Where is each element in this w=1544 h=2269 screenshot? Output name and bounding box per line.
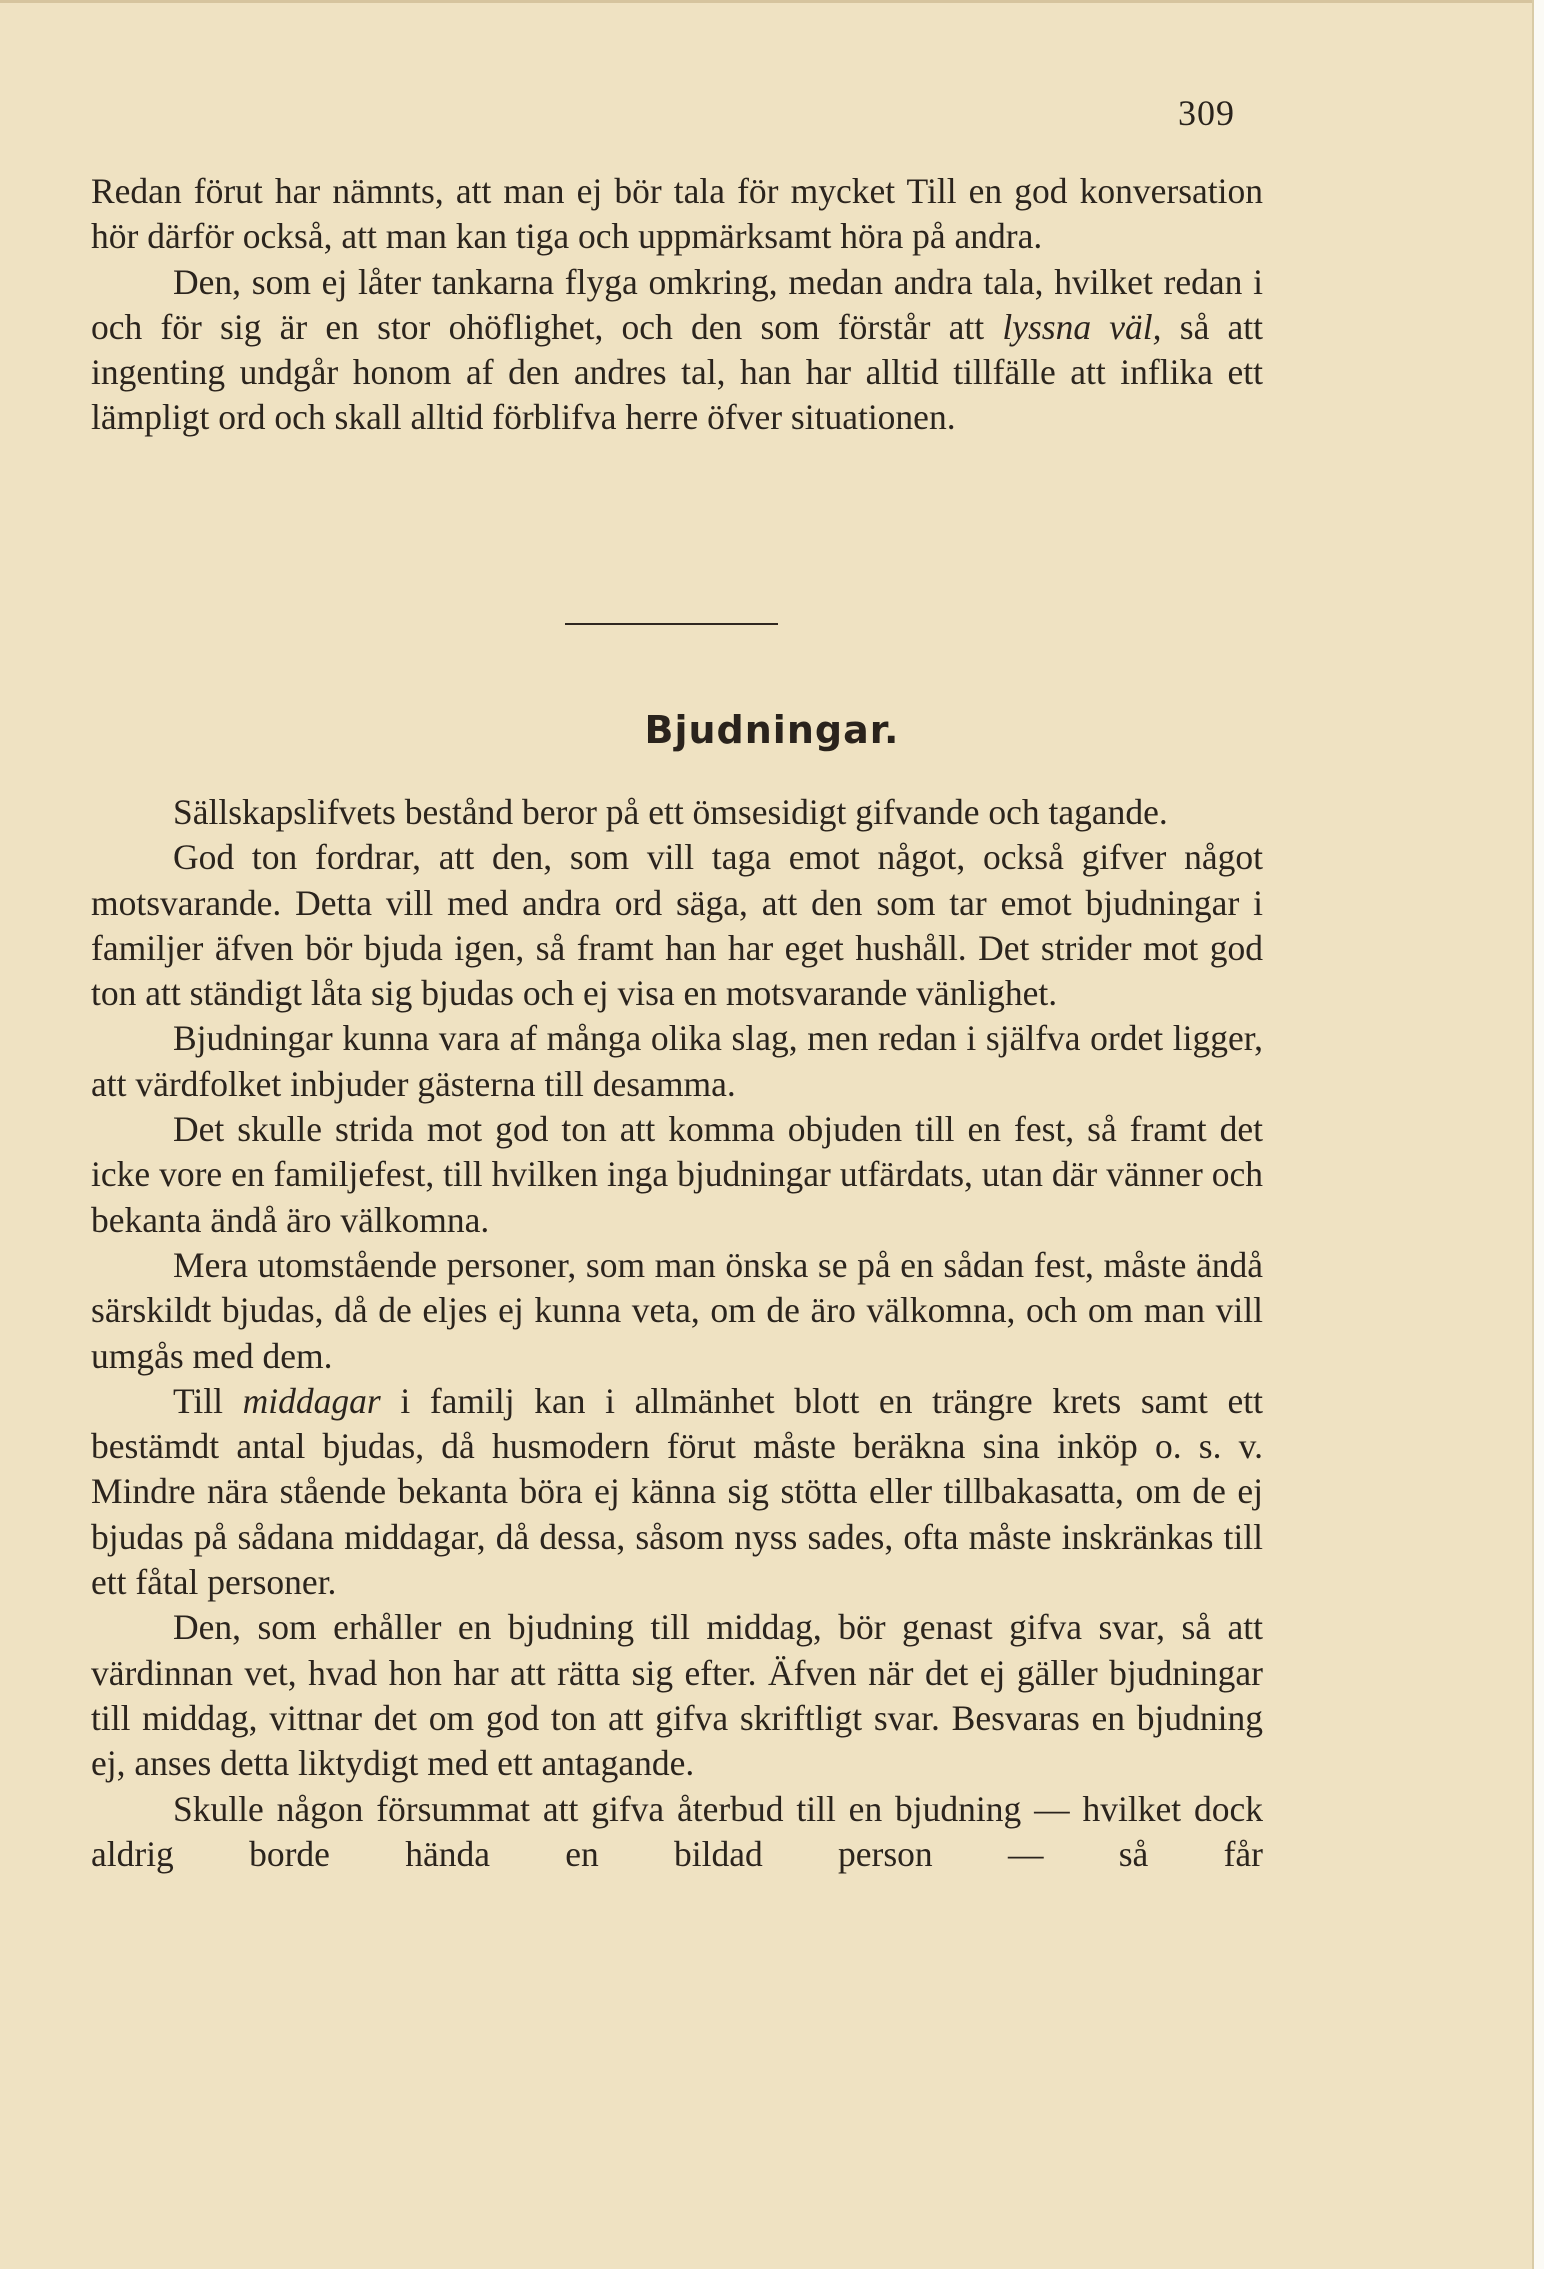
- paragraph-8-text-after: i familj kan i allmänhet blott en trängre krets samt ett bestämdt antal bjudas, då husmodern förut måste beräkna sina inköp o. s. v. Mindre nära stående bekanta böra ej känna sig stötta eller tillbakasatta, om de ej bjudas på sådana middagar, då dessa, såsom nyss sades, ofta måste inskränkas till ett fåtal personer.: [91, 1380, 1263, 1603]
- section-divider: [565, 623, 778, 625]
- section-heading: Bjudningar.: [644, 708, 900, 752]
- paragraph-3-text: Sällskapslifvets bestånd beror på ett ömsesidigt gifvande och tagande.: [173, 792, 1168, 832]
- paragraph-9-text: Den, som erhåller en bjudning till middag, bör genast gifva svar, så att värdinnan vet, hvad hon har att rätta sig efter. Äfven när det ej gäller bjudningar till middag, vittnar det om god ton att gifva skriftligt svar. Besvaras en bjudning ej, anses detta liktydigt med ett antagande.: [91, 1607, 1263, 1784]
- paragraph-4-text: God ton fordrar, att den, som vill taga emot något, också gifver något motsvarande. Detta vill med andra ord säga, att den som tar emot bjudningar i familjer äfven bör bjuda igen, så framt han har eget hushåll. Det strider mot god ton att ständigt låta sig bjudas och ej visa en motsvarande vänlighet.: [91, 837, 1263, 1014]
- paragraph-2-text-after: så att ingenting undgår honom af den andres tal, han har alltid tillfälle att inflika ett lämpligt ord och skall alltid förblifva herre öfver situationen.: [91, 306, 1264, 438]
- page-top-edge: [0, 0, 1544, 3]
- paragraph-5-text: Bjudningar kunna vara af många olika slag, men redan i själfva ordet ligger, att värdfolket inbjuder gästerna till desamma.: [91, 1018, 1263, 1104]
- paragraph-2: [91, 260, 1263, 441]
- paragraph-8-emphasis: middagar: [242, 1380, 381, 1421]
- section-invitations: [91, 790, 1263, 1877]
- page-number: 309: [1178, 93, 1235, 133]
- paragraph-8: [91, 1379, 1263, 1605]
- paragraph-5: [91, 1016, 1263, 1107]
- paragraph-4: [91, 835, 1263, 1016]
- paragraph-10: [91, 1787, 1263, 1878]
- paragraph-6-text: Det skulle strida mot god ton att komma objuden till en fest, så framt det icke vore en familjefest, till hvilken inga bjudningar utfärdats, utan där vänner och bekanta ändå äro välkomna.: [91, 1109, 1263, 1240]
- paragraph-3: [91, 790, 1263, 835]
- paragraph-9: [91, 1605, 1263, 1786]
- paragraph-2-text-before: Den, som ej låter tankarna flyga omkring, medan andra tala, hvilket redan i och för sig är en stor ohöflighet, och den som förstår att: [91, 261, 1263, 347]
- paragraph-1: [91, 169, 1263, 260]
- paragraph-2-emphasis: lyssna väl,: [1002, 306, 1162, 347]
- paragraph-10-text: Skulle någon försummat att gifva återbud till en bjudning — hvilket dock aldrig borde hända en bildad person — så får: [91, 1788, 1263, 1874]
- section-conversation: [91, 169, 1263, 441]
- paragraph-7-text: Mera utomstående personer, som man önska se på en sådan fest, måste ändå särskildt bjudas, då de eljes ej kunna veta, om de äro välkomna, och om man vill umgås med dem.: [91, 1244, 1263, 1376]
- page-right-edge: [1532, 0, 1544, 2269]
- paragraph-1-text: Redan förut har nämnts, att man ej bör tala för mycket Till en god konversation hör därför också, att man kan tiga och uppmärksamt höra på andra.: [91, 171, 1263, 257]
- paragraph-8-text-before: Till: [173, 1380, 243, 1421]
- paragraph-7: [91, 1243, 1263, 1379]
- paragraph-6: [91, 1107, 1263, 1243]
